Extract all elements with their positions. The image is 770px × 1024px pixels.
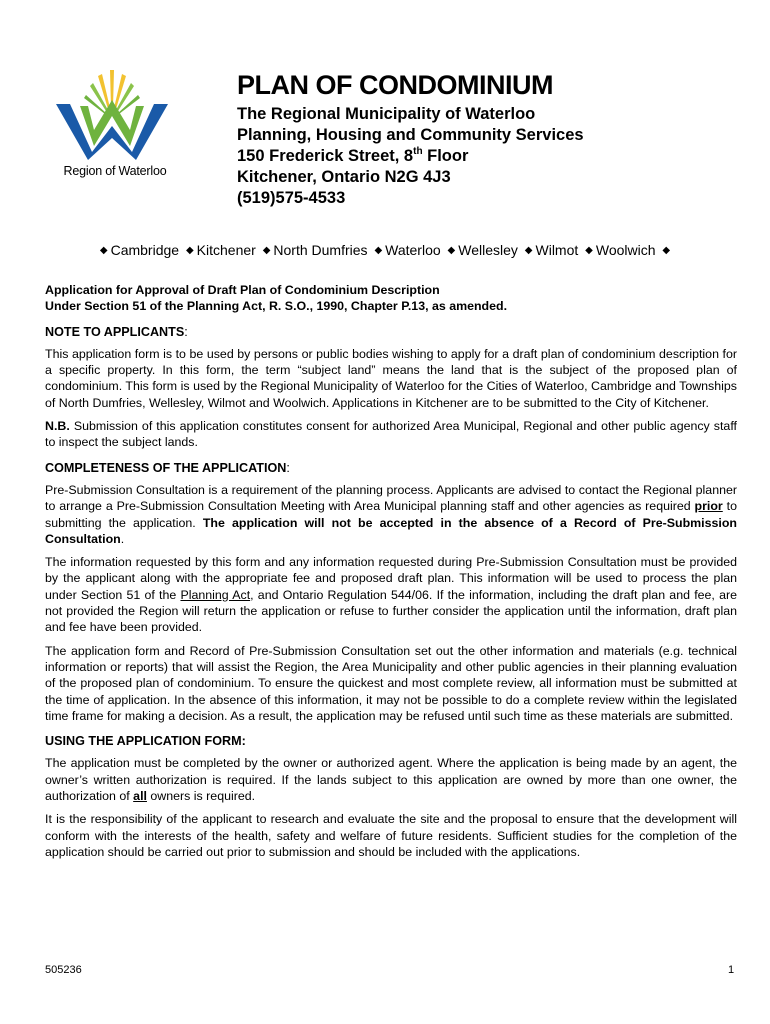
completeness-heading-text: COMPLETENESS OF THE APPLICATION [45, 460, 287, 475]
note-paragraph: This application form is to be used by persons or public bodies wishing to apply for a draft plan of condominium description for a specific property. In this form, the term “subject land” means the land that is the subject of the proposed plan of condominium. This form is used by the Regional Municipality of Waterloo for the Cities of Waterloo, Cambridge and Townships of North Dumfries, Wellesley, Wilmot and Woolwich. Applications in Kitchener are to be submitted to the City of Kitchener. [45, 346, 737, 410]
pre-submission-paragraph [45, 482, 737, 547]
application-title: Application for Approval of Draft Plan of Condominium Description [45, 283, 440, 297]
diamond-icon: ◆ [185, 245, 194, 256]
page-title: PLAN OF CONDOMINIUM [237, 70, 553, 100]
document-body [45, 282, 737, 867]
municipality-wilmot: Wilmot [535, 242, 579, 258]
logo-emblem-icon [50, 68, 180, 163]
responsibility-paragraph: It is the responsibility of the applicant to research and evaluate the site and the proposal to ensure that the development will conform with the interests of the health, safety and welfare of future residents. Sufficient studies for the completion of the application should be carried out prior to submission and should be included with the applications. [45, 812, 737, 859]
using-form-heading: USING THE APPLICATION FORM: [45, 734, 246, 749]
floor-suffix: th [413, 146, 423, 157]
page-number: 1 [728, 964, 735, 976]
pre-text-2: to submitting the application. [45, 499, 737, 530]
completeness-heading [45, 460, 737, 476]
diamond-icon: ◆ [524, 245, 533, 256]
prior-word: prior [694, 499, 723, 514]
note-heading [45, 324, 737, 340]
note-heading-text: NOTE TO APPLICANTS [45, 324, 185, 339]
floor-text: Floor [422, 147, 469, 165]
address-line-city: Kitchener, Ontario N2G 4J3 [237, 168, 451, 186]
pre-text-1: Pre-Submission Consultation is a requirement of the planning process. Applicants are advised to contact the Regional planner to arrange a Pre-Submission Consultation Meeting with Area Municipal planning staff and other agencies as required [45, 482, 737, 514]
record-paragraph: The application form and Record of Pre-Submission Consultation set out the other information and materials (e.g. technical information or reports) that will assist the Region, the Area Municipality and other public agencies in their planning evaluation of the proposed plan of condominium. To ensure the quickest and most complete review, all information must be submitted at the time of application. In the absence of this information, it may not be possible to do a complete review within the legislated time frame for making a decision. As a result, the application may be refused until such time as these materials are submitted. [45, 643, 737, 723]
address-line-street [237, 146, 584, 167]
diamond-icon: ◆ [374, 245, 383, 256]
all-word: all [133, 789, 147, 804]
diamond-icon: ◆ [447, 245, 456, 256]
logo-green-w [80, 100, 144, 146]
application-subtitle: Under Section 51 of the Planning Act, R. S.O., 1990, Chapter P.13, as amended. [45, 299, 508, 314]
address-line-phone: (519)575-4533 [237, 189, 346, 207]
using-text-1: The application must be completed by the owner or authorized agent. Where the application is being made by an agent, the owner’s written authorization is required. If the lands subject to this application are owned by more than one owner, the authorization of [45, 756, 737, 804]
address-block [237, 104, 584, 209]
note-heading-colon: : [184, 324, 188, 339]
logo-text: Region of Waterloo [63, 164, 167, 178]
nb-label: N.B. [45, 419, 70, 434]
municipality-wellesley: Wellesley [458, 242, 518, 258]
municipality-kitchener: Kitchener [196, 242, 256, 258]
using-form-paragraph [45, 755, 737, 804]
planning-act-link: Planning Act [180, 587, 251, 602]
pre-bold-text: The application will not be accepted in the absence of a Record of Pre-Submission Consultation [45, 515, 737, 546]
address-line-municipality: The Regional Municipality of Waterloo [237, 105, 536, 123]
diamond-icon: ◆ [662, 245, 671, 256]
municipality-north-dumfries: North Dumfries [273, 242, 368, 258]
diamond-icon: ◆ [262, 245, 271, 256]
document-number: 505236 [45, 964, 82, 976]
completeness-heading-colon: : [286, 460, 290, 475]
nb-text: Submission of this application constitutes consent for authorized Area Municipal, Regional and other public agency staff to inspect the subject lands. [45, 419, 737, 450]
address-line-department: Planning, Housing and Community Services [237, 126, 584, 144]
information-paragraph [45, 554, 737, 635]
info-text-2: , and Ontario Regulation 544/06. If the information, including the draft plan and fee, are not provided the Region will return the application or refuse to further consider the application until the information, draft plan and fee have been provided. [45, 587, 737, 635]
municipality-waterloo: Waterloo [385, 242, 441, 258]
diamond-icon: ◆ [585, 245, 593, 256]
diamond-icon: ◆ [99, 245, 108, 256]
info-text-1: The information requested by this form and any information requested during Pre-Submission Consultation must be provided by the applicant along with the appropriate fee and proposed draft plan. This information will be used to process the plan under Section 51 of the [45, 555, 737, 602]
municipality-list [0, 242, 770, 258]
nb-paragraph [45, 418, 737, 451]
using-text-2: owners is required. [146, 789, 256, 804]
street-text: 150 Frederick Street, 8 [237, 147, 414, 165]
region-of-waterloo-logo [50, 68, 180, 188]
municipality-woolwich: Woolwich [595, 242, 656, 258]
pre-end: . [120, 531, 125, 546]
municipality-cambridge: Cambridge [110, 242, 180, 258]
